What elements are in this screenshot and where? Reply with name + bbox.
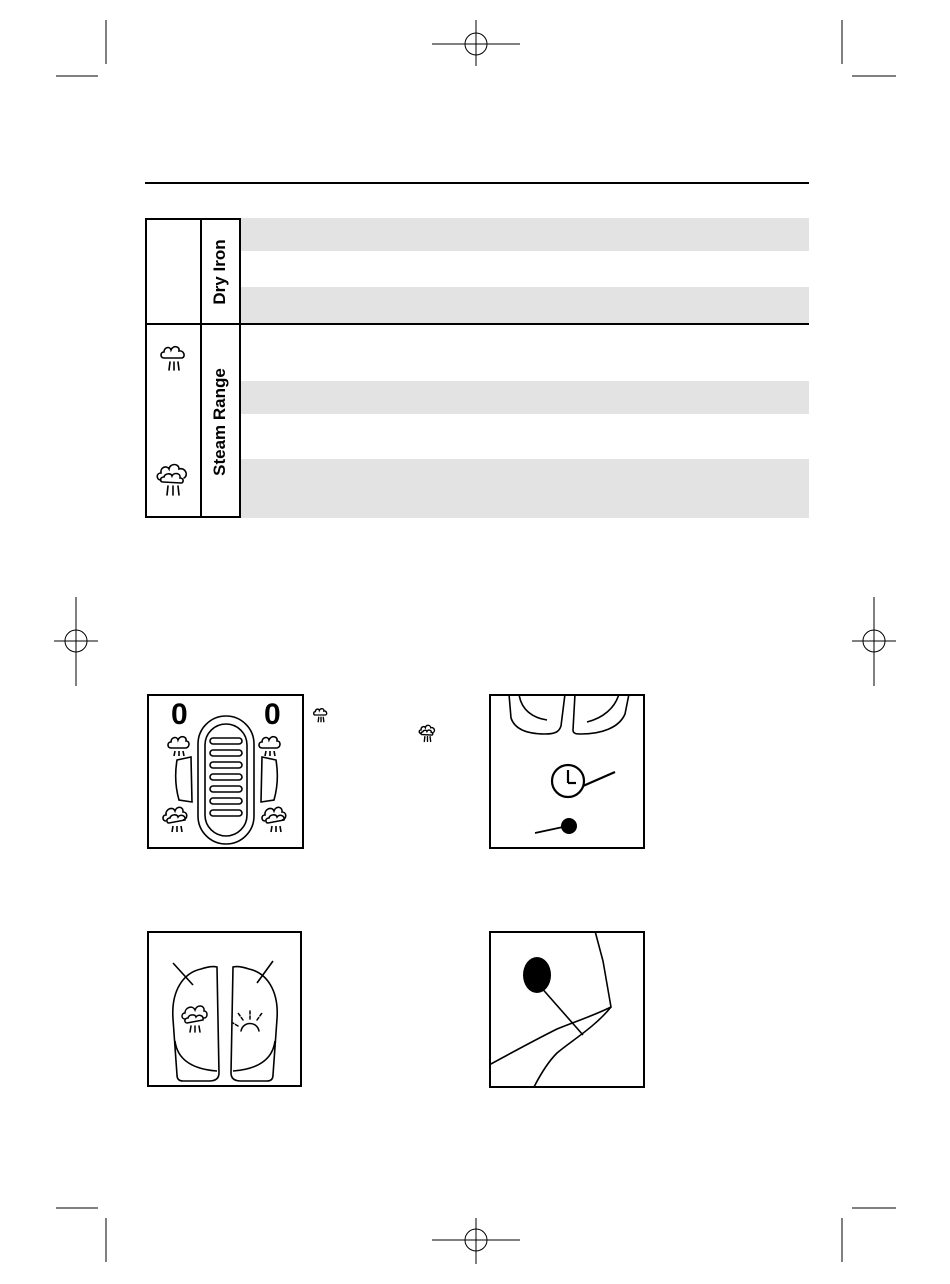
steam-burst-icon[interactable] <box>182 1006 207 1032</box>
figure-handle-button <box>489 931 645 1088</box>
table-band-1 <box>240 218 809 251</box>
spray-icon[interactable] <box>233 1011 262 1031</box>
table-band-3 <box>240 381 809 414</box>
steam-dial-knob[interactable] <box>149 696 304 849</box>
steam-low-icon <box>158 342 190 374</box>
dial-right-zero: 0 <box>264 698 281 731</box>
table-band-2 <box>240 287 809 323</box>
figure-steam-dial <box>147 694 304 849</box>
table-section-rule <box>145 323 809 325</box>
row-label-dry-iron: Dry Iron <box>210 239 229 305</box>
figure-spray-buttons <box>147 931 302 1087</box>
caption-steam-low-icon <box>312 706 330 724</box>
button-dot-icon[interactable] <box>523 957 551 993</box>
row-label-steam-range: Steam Range <box>210 368 229 476</box>
header-rule <box>145 182 809 184</box>
dial-left-zero: 0 <box>171 698 188 731</box>
table-band-4 <box>240 459 809 518</box>
steam-high-icon <box>155 460 193 498</box>
indicator-dot-icon <box>535 818 577 834</box>
figure-timer-indicator <box>489 694 645 849</box>
caption-steam-high-icon <box>418 723 438 743</box>
clock-icon <box>552 765 615 797</box>
